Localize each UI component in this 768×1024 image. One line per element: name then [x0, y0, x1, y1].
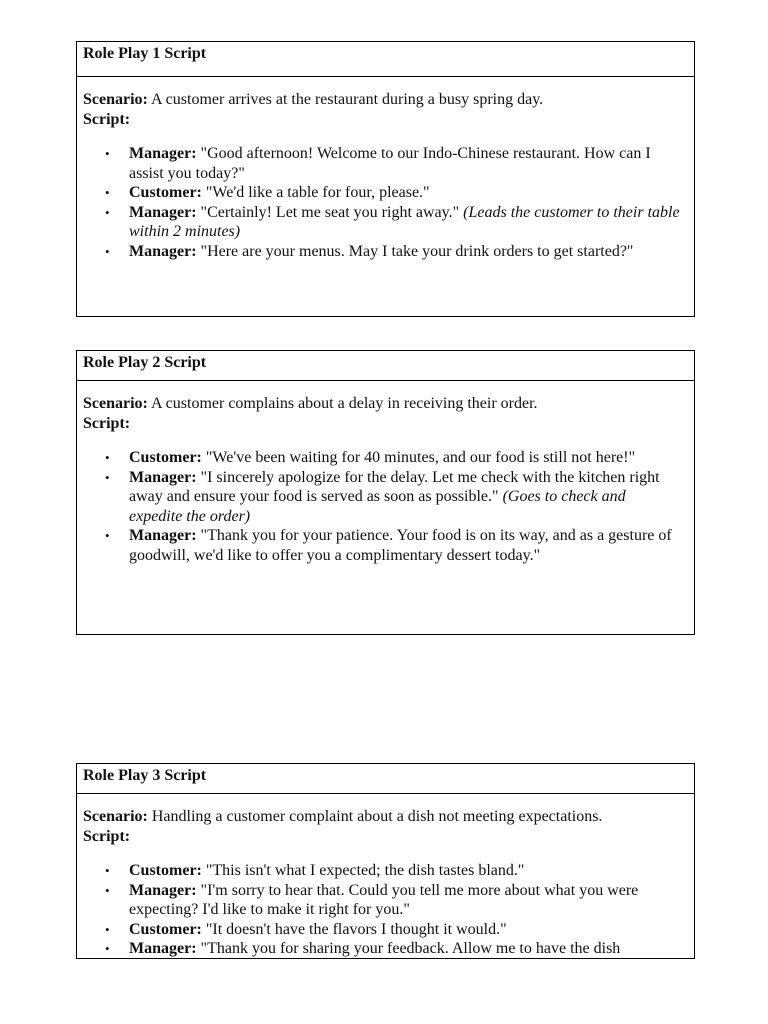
line-text: "We've been waiting for 40 minutes, and our food is still not here!" — [201, 449, 636, 466]
dialog-line — [105, 881, 682, 920]
speaker-label: Customer: — [129, 184, 202, 201]
scenario-line — [83, 90, 688, 110]
dialog-line — [105, 920, 682, 940]
line-text: "It doesn't have the flavors I thought it would." — [201, 920, 507, 938]
line-text: "Here are your menus. May I take your drink orders to get started?" — [196, 242, 634, 260]
role-play-2-body — [77, 381, 694, 565]
scenario-label: Scenario: — [83, 395, 148, 412]
scenario-text: A customer arrives at the restaurant during a busy spring day. — [147, 91, 544, 108]
dialog-line — [105, 861, 682, 881]
stage-direction: (Leads the customer to their table within 2 minutes) — [129, 203, 680, 240]
line-text: "Thank you for your patience. Your food is on its way, and as a gesture of goodwill, we'd like to offer you a complimentary dessert today." — [129, 527, 672, 564]
scenario-label: Scenario: — [83, 808, 148, 825]
line-text: "I sincerely apologize for the delay. Let me check with the kitchen right away and ensure your food is served as soon as possible." — [129, 468, 660, 505]
role-play-1-title: Role Play 1 Script — [77, 42, 694, 77]
speaker-label: Manager: — [129, 203, 197, 221]
speaker-label: Manager: — [129, 940, 197, 957]
role-play-2-card — [76, 350, 695, 635]
stage-direction: (Goes to check and expedite the order) — [129, 488, 626, 525]
dialog-line — [105, 526, 682, 565]
scenario-label: Scenario: — [83, 91, 148, 108]
scenario-text: Handling a customer complaint about a dish not meeting expectations. — [147, 808, 603, 825]
role-play-3-card — [76, 763, 695, 959]
scenario-text: A customer complains about a delay in receiving their order. — [147, 395, 538, 412]
speaker-label: Manager: — [129, 881, 197, 899]
bullet-icon: • — [105, 469, 110, 485]
bullet-icon: • — [105, 882, 110, 898]
dialog-list — [83, 861, 688, 959]
scenario-line — [83, 394, 688, 414]
speaker-label: Customer: — [129, 920, 202, 938]
role-play-1-body — [77, 77, 694, 261]
scenario-line — [83, 807, 688, 827]
role-play-1-card — [76, 41, 695, 317]
speaker-label: Manager: — [129, 145, 197, 162]
line-text: "Thank you for sharing your feedback. Allow me to have the dish — [196, 940, 621, 957]
dialog-line — [105, 242, 682, 262]
dialog-line — [105, 448, 682, 468]
bullet-icon: • — [105, 863, 110, 878]
script-label: Script: — [83, 414, 131, 432]
bullet-icon: • — [105, 204, 110, 220]
bullet-icon: • — [105, 921, 110, 937]
bullet-icon: • — [105, 185, 110, 200]
role-play-3-body — [77, 794, 694, 959]
bullet-icon: • — [105, 528, 110, 543]
line-text: "I'm sorry to hear that. Could you tell me more about what you were expecting? I'd like to make it right for you." — [129, 881, 639, 918]
speaker-label: Manager: — [129, 468, 197, 486]
script-label: Script: — [83, 827, 131, 845]
dialog-list — [83, 448, 688, 565]
line-text: "Certainly! Let me seat you right away." — [196, 203, 464, 221]
line-text: "This isn't what I expected; the dish tastes bland." — [201, 862, 525, 879]
speaker-label: Customer: — [129, 449, 202, 466]
role-play-3-title: Role Play 3 Script — [77, 764, 694, 794]
dialog-line — [105, 468, 682, 527]
speaker-label: Customer: — [129, 862, 202, 879]
dialog-line — [105, 144, 682, 183]
line-text: "Good afternoon! Welcome to our Indo-Chinese restaurant. How can I assist you today?" — [129, 145, 651, 182]
dialog-list — [83, 144, 688, 261]
script-label: Script: — [83, 110, 131, 128]
bullet-icon: • — [105, 941, 110, 956]
dialog-line — [105, 939, 682, 959]
role-play-2-title: Role Play 2 Script — [77, 351, 694, 381]
bullet-icon: • — [105, 146, 110, 161]
speaker-label: Manager: — [129, 527, 197, 544]
speaker-label: Manager: — [129, 242, 197, 260]
line-text: "We'd like a table for four, please." — [201, 184, 430, 201]
bullet-icon: • — [105, 243, 110, 259]
bullet-icon: • — [105, 450, 110, 465]
dialog-line — [105, 183, 682, 203]
dialog-line — [105, 203, 682, 242]
